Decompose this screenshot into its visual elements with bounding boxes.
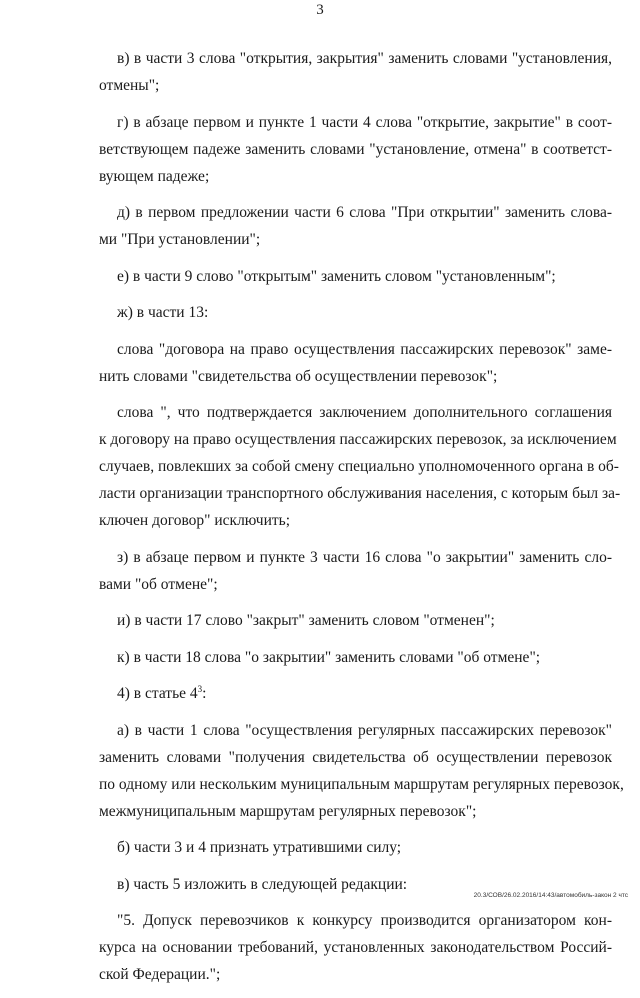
paragraph-line: заменить словами "получения свидетельства об осуществлении перевозок [99, 748, 612, 766]
paragraph-first-line: и) в части 17 слово "закрыт" заменить словом "отменен"; [117, 612, 495, 629]
paragraph [99, 544, 612, 598]
paragraph-first-line: слова ", что подтверждается заключением дополнительного соглашения [117, 404, 612, 421]
paragraph-line: вующем падеже; [99, 167, 210, 185]
paragraph [99, 717, 624, 825]
paragraph [99, 45, 612, 99]
paragraph-line: отмены"; [99, 77, 160, 94]
paragraph-first-line: ж) в части 13: [117, 304, 209, 321]
paragraph [117, 263, 612, 290]
paragraph-line: ласти организации транспортного обслуживания населения, с которым был за- [99, 485, 621, 502]
paragraph-line: нить словами "свидетельства об осуществлении перевозок"; [99, 367, 498, 385]
paragraph [99, 199, 612, 253]
suffix: : [202, 685, 207, 702]
paragraph-first-line: д) в первом предложении части 6 слова "При открытии" заменить слова- [117, 204, 612, 221]
paragraph [117, 644, 612, 671]
document-body [99, 45, 624, 998]
paragraph-first-line: а) в части 1 слова "осуществления регулярных пассажирских перевозок" [117, 721, 612, 739]
paragraph-first-line: з) в абзаце первом и пункте 3 части 16 слова "о закрытии" заменить сло- [117, 548, 612, 566]
paragraph [117, 680, 612, 707]
paragraph-line: ветствующем падеже заменить словами "установление, отмена" в соответст- [99, 140, 612, 158]
paragraph [99, 907, 612, 988]
paragraph-line: ми "При установлении"; [99, 231, 261, 248]
paragraph [117, 299, 612, 326]
paragraph-first-line: б) части 3 и 4 признать утратившими силу; [117, 839, 402, 856]
paragraph [117, 834, 612, 861]
paragraph-first-line: к) в части 18 слова "о закрытии" заменить словами "об отмене"; [117, 648, 541, 666]
paragraph-line: по одному или нескольким муниципальным маршрутам регулярных перевозок, [99, 775, 624, 793]
paragraph [99, 109, 612, 190]
paragraph-line: курса на основании требований, установленных законодательством Россий- [99, 939, 612, 956]
page-number: 3 [316, 2, 324, 18]
paragraph-first-line: в) часть 5 изложить в следующей редакции: [117, 875, 408, 893]
paragraph-first-line: в) в части 3 слова "открытия, закрытия" заменить словами "установления, [117, 50, 612, 67]
footer-document-code: 20.3/СОВ/26.02.2016/14:43/автомобиль-закон 2 чтс [473, 892, 628, 899]
paragraph [117, 607, 612, 634]
paragraph-line: вами "об отмене"; [99, 575, 218, 593]
paragraph-first-line: е) в части 9 слово "открытым" заменить словом "установленным"; [117, 267, 556, 285]
paragraph-line: к договору на право осуществления пассажирских перевозок, за исключением [99, 431, 617, 448]
paragraph-first-line: г) в абзаце первом и пункте 1 части 4 слова "открытие, закрытие" в соот- [117, 113, 612, 131]
paragraph-first-line: слова "договора на право осуществления пассажирских перевозок" заме- [117, 340, 612, 358]
paragraph-line: ской Федерации."; [99, 966, 221, 983]
paragraph [99, 399, 621, 534]
paragraph-first-line: "5. Допуск перевозчиков к конкурсу производится организатором кон- [117, 912, 612, 929]
superscript: 3 [197, 683, 203, 694]
paragraph-line: случаев, повлекших за собой смену специально уполномоченного органа в об- [99, 458, 619, 475]
paragraph-line: ключен договор" исключить; [99, 512, 291, 529]
paragraph-first-line: 4) в статье $4^3$: [117, 683, 207, 702]
paragraph-line: межмуниципальным маршрутам регулярных перевозок"; [99, 802, 477, 820]
paragraph [99, 336, 612, 390]
